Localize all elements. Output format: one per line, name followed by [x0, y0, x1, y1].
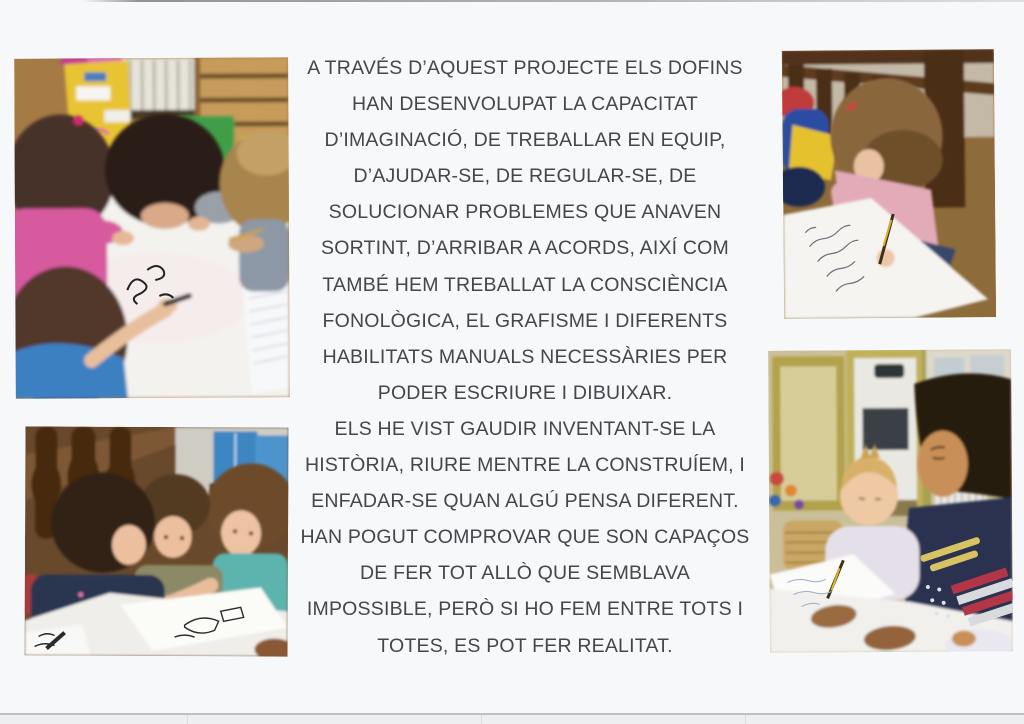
body-text-line: ELS HE VIST GAUDIR INVENTANT-SE LA	[334, 417, 716, 440]
photo-children-looking-at-drawings	[25, 426, 289, 656]
photo-girl-writing-pencil-illustration	[782, 49, 996, 319]
body-text-line: SOLUCIONAR PROBLEMES QUE ANAVEN	[328, 201, 722, 224]
photo-children-looking-at-drawings-illustration	[25, 426, 289, 656]
photo-children-drawing-group-illustration	[14, 57, 290, 398]
body-text-line: HABILITATS MANUALS NECESSÀRIES PER	[322, 345, 728, 368]
body-text-line: IMPOSSIBLE, PERÒ SI HO FEM ENTRE TOTS I	[306, 598, 744, 621]
photo-children-drawing-group	[14, 57, 290, 398]
photo-two-boys-writing-illustration	[768, 349, 1013, 652]
photo-girl-writing-pencil	[782, 49, 996, 319]
body-text-line: D’AJUDAR-SE, DE REGULAR-SE, DE	[353, 165, 697, 188]
table-seam	[187, 715, 188, 724]
photo-two-boys-writing	[768, 349, 1013, 652]
body-text-line: FONOLÒGICA, EL GRAFISME I DIFERENTS	[322, 309, 728, 332]
body-text-line: D’IMAGINACIÓ, DE TREBALLAR EN EQUIP,	[324, 129, 726, 152]
table-seam	[481, 715, 482, 724]
scan-artifact-top-edge	[82, 0, 1024, 2]
body-text-line: HAN DESENVOLUPAT LA CAPACITAT	[351, 93, 699, 116]
scanner-bed-strip	[0, 715, 1024, 724]
body-text-line: TOTES, ES POT FER REALITAT.	[377, 634, 673, 657]
body-text-line: HAN POGUT COMPROVAR QUE SON CAPAÇOS	[300, 526, 750, 549]
body-text-line: SORTINT, D’ARRIBAR A ACORDS, AIXÍ COM	[321, 237, 729, 260]
table-seam	[745, 715, 746, 724]
body-text-line: DE FER TOT ALLÒ QUE SEMBLAVA	[360, 562, 690, 585]
photo1-table-and-children	[14, 113, 290, 399]
body-text	[285, 50, 765, 664]
body-text-line: ENFADAR-SE QUAN ALGÚ PENSA DIFERENT.	[311, 490, 739, 513]
body-text-line: PODER ESCRIURE I DIBUIXAR.	[377, 381, 673, 404]
body-text-line: TAMBÉ HEM TREBALLAT LA CONSCIÈNCIA	[322, 273, 728, 296]
body-text-line: A TRAVÉS D’AQUEST PROJECTE ELS DOFINS	[307, 57, 743, 79]
body-text-line: HISTÒRIA, RIURE MENTRE LA CONSTRUÍEM, I	[304, 454, 746, 477]
